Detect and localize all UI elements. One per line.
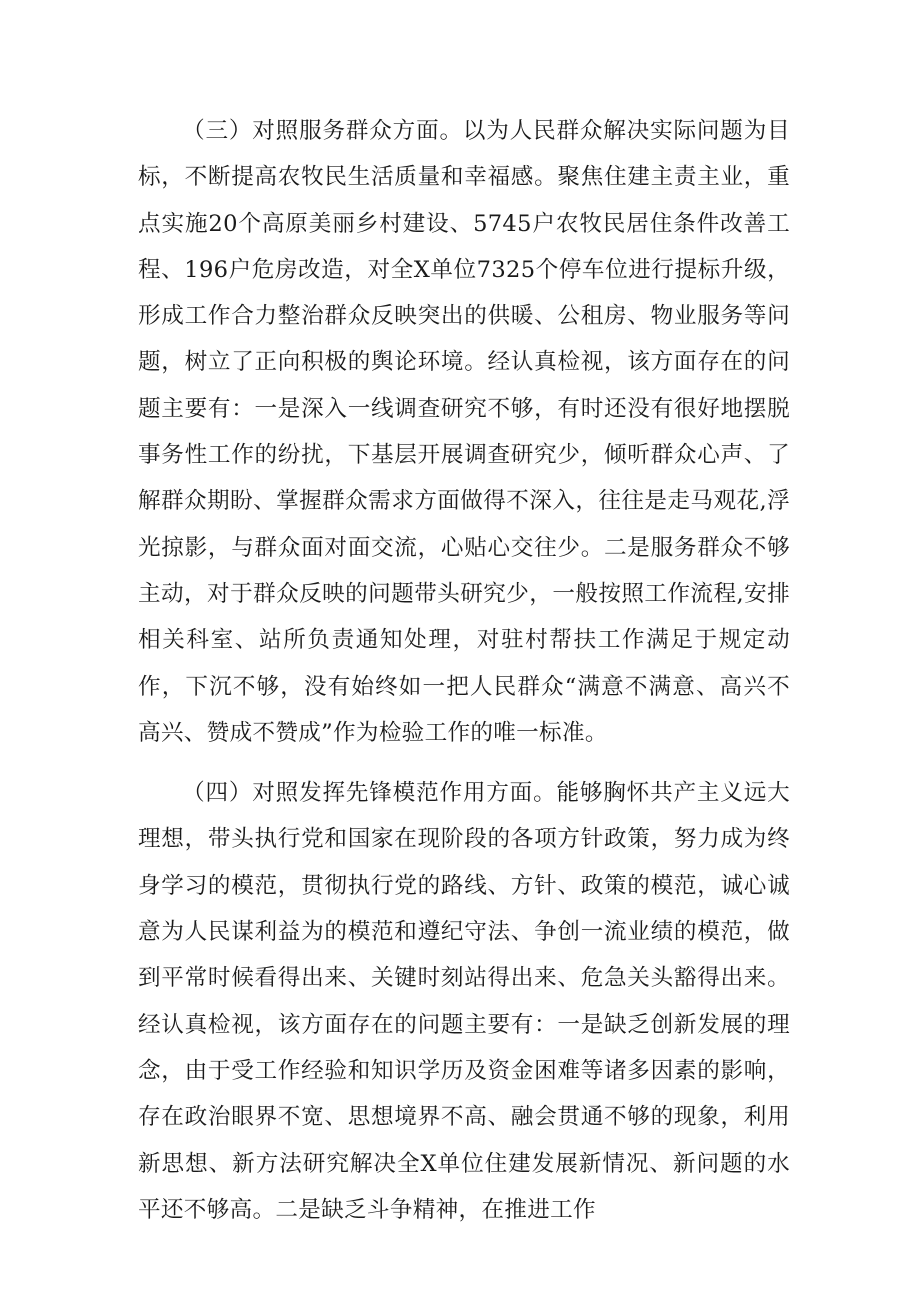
paragraph-service-masses: （三）对照服务群众方面。以为人民群众解决实际问题为目标，不断提高农牧民生活质量和幸福感。聚焦住建主责主业，重点实施20个高原美丽乡村建设、5745户农牧民居住条件改善工程、196户危房改造，对全X单位7325个停车位进行提标升级，形成工作合力整治群众反映突出的供暖、公租房、物业服务等问题，树立了正向积极的舆论环境。经认真检视，该方面存在的问题主要有：一是深入一线调查研究不够，有时还没有很好地摆脱事务性工作的纷扰，下基层开展调查研究少，倾听群众心声、了解群众期盼、掌握群众需求方面做得不深入，往往是走马观花,浮光掠影，与群众面对面交流，心贴心交往少。二是服务群众不够主动，对于群众反映的问题带头研究少，一般按照工作流程,安排相关科室、站所负责通知处理，对驻村帮扶工作满足于规定动作，下沉不够，没有始终如一把人民群众“满意不满意、高兴不高兴、赞成不赞成”作为检验工作的唯一标准。 <box>138 118 790 746</box>
paragraph-vanguard-role: （四）对照发挥先锋模范作用方面。能够胸怀共产主义远大理想，带头执行党和国家在现阶段的各项方针政策，努力成为终身学习的模范，贯彻执行党的路线、方针、政策的模范，诚心诚意为人民谋利益为的模范和遵纪守法、争创一流业绩的模范，做到平常时候看得出来、关键时刻站得出来、危急关头豁得出来。经认真检视，该方面存在的问题主要有：一是缺乏创新发展的理念，由于受工作经验和知识学历及资金困难等诸多因素的影响，存在政治眼界不宽、思想境界不高、融会贯通不够的现象，利用新思想、新方法研究解决全X单位住建发展新情况、新问题的水平还不够高。二是缺乏斗争精神，在推进工作 <box>138 780 790 1223</box>
